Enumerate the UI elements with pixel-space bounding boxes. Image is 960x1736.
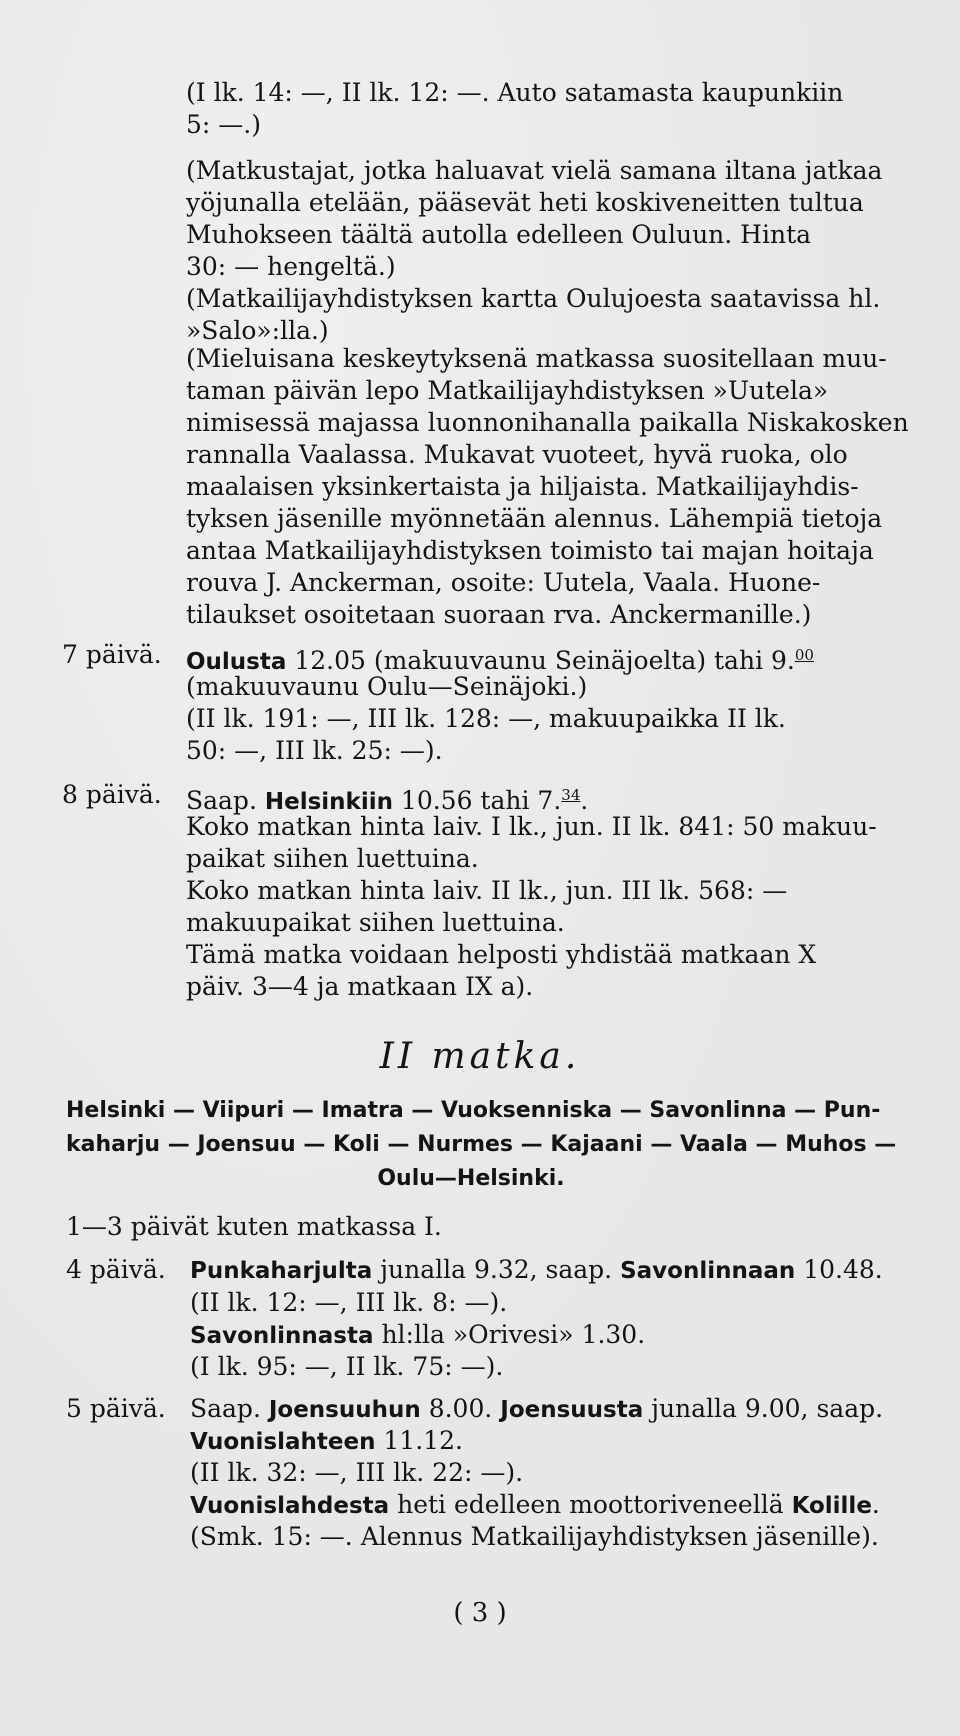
day-4-line-4: (I lk. 95: —, II lk. 75: —). — [190, 1352, 504, 1381]
intro-line-5: Muhokseen täältä autolla edelleen Ouluun. Hinta — [186, 220, 812, 249]
day-8-line-6: Tämä matka voidaan helposti yhdistää matkaan X — [186, 940, 817, 969]
day-8-line-4: Koko matkan hinta laiv. II lk., jun. III lk. 568: — — [186, 876, 788, 905]
day-5-mid: 8.00. — [420, 1394, 501, 1423]
day-5-end: junalla 9.00, saap. — [643, 1394, 884, 1423]
place-helsinkiin: Helsinkiin — [264, 789, 393, 815]
place-savonlinnasta: Savonlinnasta — [190, 1323, 374, 1349]
place-oulusta: Oulusta — [186, 649, 287, 675]
day-8-line-7: päiv. 3—4 ja matkaan IX a). — [186, 972, 534, 1001]
day-4-label: 4 päivä. — [66, 1255, 166, 1284]
day-8-end: . — [580, 786, 589, 815]
place-savonlinnaan: Savonlinnaan — [620, 1258, 796, 1284]
place-vuonislahteen: Vuonislahteen — [190, 1429, 376, 1455]
superscript-minutes: 00 — [794, 646, 814, 664]
day-4-end: 10.48. — [795, 1255, 883, 1284]
intro-line-2: 5: —.) — [186, 110, 261, 139]
intro-line-10: taman päivän lepo Matkailijayhdistyksen »Uutela» — [186, 376, 829, 405]
day-5-time: 11.12. — [375, 1426, 463, 1455]
intro-line-12: rannalla Vaalassa. Mukavat vuoteet, hyvä ruoka, olo — [186, 440, 848, 469]
route-line-2: kaharju — Joensuu — Koli — Nurmes — Kajaani — Vaala — Muhos — — [66, 1132, 897, 1157]
day-4-line-2: (II lk. 12: —, III lk. 8: —). — [190, 1288, 508, 1317]
day-8-time: 10.56 tahi 7. — [392, 786, 562, 815]
intro-line-8: »Salo»:lla.) — [186, 316, 329, 345]
day-8-line-5: makuupaikat siihen luettuina. — [186, 908, 565, 937]
day-5-boat: heti edelleen moottoriveneellä — [389, 1490, 792, 1519]
place-vuonislahdesta: Vuonislahdesta — [190, 1493, 390, 1519]
day-5-line-3: (II lk. 32: —, III lk. 22: —). — [190, 1458, 524, 1487]
route-line-3: Oulu—Helsinki. — [377, 1166, 565, 1191]
intro-line-3: (Matkustajat, jotka haluavat vielä samana iltana jatkaa — [186, 156, 883, 185]
day-5-line-5: (Smk. 15: —. Alennus Matkailijayhdistyksen jäsenille). — [190, 1522, 879, 1551]
superscript-minutes: 34 — [561, 786, 581, 804]
days-1-3: 1—3 päivät kuten matkassa I. — [66, 1212, 442, 1241]
intro-line-15: antaa Matkailijayhdistyksen toimisto tai majan hoitaja — [186, 536, 874, 565]
page-number: ( 3 ) — [453, 1598, 507, 1628]
day-5-end-dot: . — [871, 1490, 880, 1519]
intro-line-16: rouva J. Anckerman, osoite: Uutela, Vaala. Huone- — [186, 568, 821, 597]
day-4-line-1 — [190, 1255, 883, 1286]
intro-line-4: yöjunalla etelään, pääsevät heti koskiveneitten tultua — [186, 188, 864, 217]
day-8-prefix: Saap. — [186, 786, 265, 815]
day-4-mid: junalla 9.32, saap. — [372, 1255, 621, 1284]
day-5-line-1 — [190, 1394, 883, 1425]
day-7-line-3: (II lk. 191: —, III lk. 128: —, makuupaikka II lk. — [186, 704, 786, 733]
intro-line-9: (Mieluisana keskeytyksenä matkassa suositellaan muu- — [186, 344, 887, 373]
day-5-line-2 — [190, 1426, 463, 1457]
intro-line-13: maalaisen yksinkertaista ja hiljaista. Matkailijayhdis- — [186, 472, 859, 501]
place-kolille: Kolille — [791, 1493, 872, 1519]
intro-line-11: nimisessä majassa luonnonihanalla paikalla Niskakosken — [186, 408, 909, 437]
day-4-ship: hl:lla »Orivesi» 1.30. — [373, 1320, 646, 1349]
route-line-1: Helsinki — Viipuri — Imatra — Vuoksenniska — Savonlinna — Pun- — [66, 1098, 881, 1123]
place-joensuuhun: Joensuuhun — [268, 1397, 421, 1423]
day-8-line-2: Koko matkan hinta laiv. I lk., jun. II lk. 841: 50 makuu- — [186, 812, 877, 841]
intro-line-6: 30: — hengeltä.) — [186, 252, 396, 281]
day-7-text: 12.05 (makuuvaunu Seinäjoelta) tahi 9. — [286, 646, 795, 675]
day-8-line-3: paikat siihen luettuina. — [186, 844, 479, 873]
day-7-line-4: 50: —, III lk. 25: —). — [186, 736, 443, 765]
day-5-label: 5 päivä. — [66, 1394, 166, 1423]
place-joensuusta: Joensuusta — [500, 1397, 644, 1423]
intro-line-1: (I lk. 14: —, II lk. 12: —. Auto satamasta kaupunkiin — [186, 78, 844, 107]
place-punkaharjulta: Punkaharjulta — [190, 1258, 373, 1284]
day-7-line-2: (makuuvaunu Oulu—Seinäjoki.) — [186, 672, 588, 701]
intro-line-14: tyksen jäsenille myönnetään alennus. Lähempiä tietoja — [186, 504, 883, 533]
day-8-label: 8 päivä. — [62, 780, 162, 809]
intro-line-7: (Matkailijayhdistyksen kartta Oulujoesta saatavissa hl. — [186, 284, 881, 313]
day-5-line-4 — [190, 1490, 880, 1521]
day-5-prefix: Saap. — [190, 1394, 269, 1423]
intro-line-17: tilaukset osoitetaan suoraan rva. Anckermanille.) — [186, 600, 812, 629]
section-title: II matka. — [379, 1036, 581, 1077]
day-7-label: 7 päivä. — [62, 640, 162, 669]
day-4-line-3 — [190, 1320, 645, 1351]
